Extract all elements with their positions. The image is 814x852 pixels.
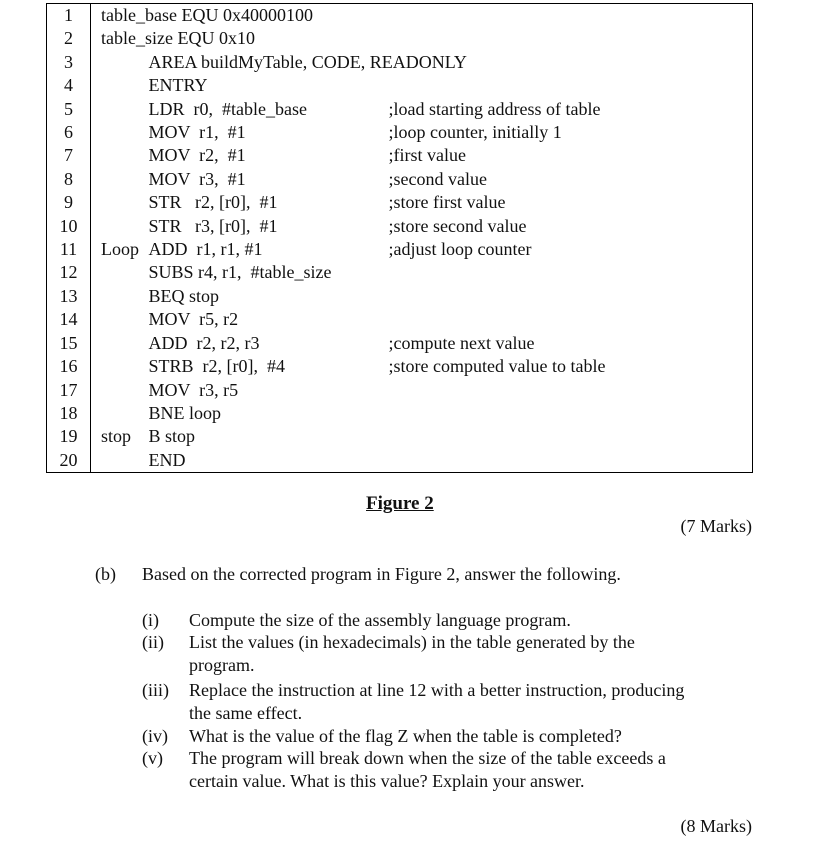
code-label [91, 332, 149, 355]
line-number: 19 [47, 425, 91, 448]
code-line [47, 4, 753, 28]
code-comment [389, 402, 753, 425]
code-instruction: SUBS r4, r1, #table_size [148, 262, 332, 283]
code-instruction: ENTRY [148, 75, 208, 96]
code-line [47, 144, 753, 167]
code-comment [389, 425, 753, 448]
question-text: Compute the size of the assembly language program. [189, 610, 571, 630]
code-line [47, 308, 753, 331]
code-label: Loop [101, 239, 139, 260]
code-instruction: MOV r3, r5 [148, 379, 239, 400]
question-text: certain value. What is this value? Explain your answer. [189, 771, 585, 791]
code-comment: ;first value [388, 145, 466, 166]
code-instruction: STR r2, [r0], #1 [148, 192, 278, 213]
code-label [91, 121, 149, 144]
question-text: Replace the instruction at line 12 with a better instruction, producing [189, 680, 685, 700]
code-comment: ;store computed value to table [388, 356, 606, 377]
line-number: 15 [47, 332, 91, 355]
code-instruction: BEQ stop [148, 285, 220, 306]
code-line [47, 168, 753, 191]
code-comment: ;load starting address of table [388, 98, 601, 119]
code-line [47, 261, 753, 284]
code-comment: ;store first value [388, 192, 506, 213]
code-directive: table_size EQU 0x10 [101, 28, 255, 49]
question-number: (iii) [142, 680, 169, 700]
code-instruction: STRB r2, [r0], #4 [148, 356, 285, 377]
code-instruction: MOV r5, r2 [148, 309, 239, 330]
code-line [47, 27, 753, 50]
line-number: 4 [47, 74, 91, 97]
code-comment [389, 379, 753, 402]
code-comment [389, 449, 753, 473]
question-text: program. [189, 655, 255, 675]
line-number: 9 [47, 191, 91, 214]
code-comment [389, 285, 753, 308]
code-line [47, 215, 753, 238]
code-label [91, 308, 149, 331]
code-instruction: AREA buildMyTable, CODE, READONLY [148, 51, 467, 72]
code-line [47, 285, 753, 308]
code-listing-body [47, 4, 753, 473]
line-number: 18 [47, 402, 91, 425]
question-text: the same effect. [189, 703, 303, 723]
marks-part-b: (8 Marks) [680, 816, 752, 836]
code-line [47, 425, 753, 448]
code-directive: table_base EQU 0x40000100 [101, 5, 313, 25]
code-instruction: MOV r1, #1 [148, 122, 246, 143]
line-number: 1 [47, 4, 91, 28]
code-instruction: BNE loop [148, 402, 222, 423]
part-b-label: (b) [95, 564, 116, 584]
code-label [91, 285, 149, 308]
code-comment: ;second value [388, 168, 487, 189]
code-label: stop [101, 426, 132, 447]
line-number: 10 [47, 215, 91, 238]
code-line [47, 332, 753, 355]
question-number: (i) [142, 610, 159, 630]
code-label [91, 191, 149, 214]
code-line [47, 51, 753, 74]
question-text: The program will break down when the size of the table exceeds a [189, 748, 666, 768]
code-label [91, 449, 149, 473]
question-number: (ii) [142, 632, 164, 652]
code-instruction: MOV r3, #1 [148, 168, 246, 189]
code-instruction: MOV r2, #1 [148, 145, 246, 166]
question-text: List the values (in hexadecimals) in the table generated by the [189, 632, 635, 652]
code-comment: ;compute next value [388, 332, 535, 353]
code-line [47, 379, 753, 402]
code-comment: ;adjust loop counter [388, 239, 532, 260]
code-comment: ;store second value [388, 215, 527, 236]
code-line [47, 449, 753, 473]
code-label [91, 98, 149, 121]
line-number: 6 [47, 121, 91, 144]
code-instruction: END [148, 449, 186, 470]
code-label [91, 74, 149, 97]
code-label [91, 168, 149, 191]
marks-part-a: (7 Marks) [680, 516, 752, 536]
code-label [91, 355, 149, 378]
code-line [47, 402, 753, 425]
line-number: 20 [47, 449, 91, 473]
code-label [91, 51, 149, 74]
code-label [91, 379, 149, 402]
code-instruction: STR r3, [r0], #1 [148, 215, 278, 236]
line-number: 7 [47, 144, 91, 167]
part-b-intro: Based on the corrected program in Figure 2, answer the following. [142, 564, 621, 584]
code-line [47, 98, 753, 121]
line-number: 2 [47, 27, 91, 50]
line-number: 16 [47, 355, 91, 378]
line-number: 5 [47, 98, 91, 121]
code-instruction: ADD r1, r1, #1 [148, 239, 263, 260]
code-comment: ;loop counter, initially 1 [388, 122, 562, 143]
line-number: 3 [47, 51, 91, 74]
line-number: 11 [47, 238, 91, 261]
code-line [47, 355, 753, 378]
code-listing-table [46, 3, 753, 473]
question-number: (iv) [142, 726, 168, 746]
code-label [91, 144, 149, 167]
question-number: (v) [142, 748, 163, 768]
code-comment [389, 74, 753, 97]
line-number: 14 [47, 308, 91, 331]
code-line [47, 121, 753, 144]
code-line [47, 191, 753, 214]
line-number: 17 [47, 379, 91, 402]
code-comment [389, 261, 753, 284]
figure-caption: Figure 2 [366, 493, 434, 514]
question-text: What is the value of the flag Z when the table is completed? [189, 726, 622, 746]
code-label [91, 402, 149, 425]
code-comment [389, 308, 753, 331]
code-instruction: B stop [148, 426, 196, 447]
line-number: 8 [47, 168, 91, 191]
code-instruction: ADD r2, r2, r3 [148, 332, 260, 353]
line-number: 13 [47, 285, 91, 308]
code-label [91, 261, 149, 284]
code-label [91, 215, 149, 238]
code-line [47, 238, 753, 261]
line-number: 12 [47, 261, 91, 284]
code-instruction: LDR r0, #table_base [148, 98, 307, 119]
code-line [47, 74, 753, 97]
